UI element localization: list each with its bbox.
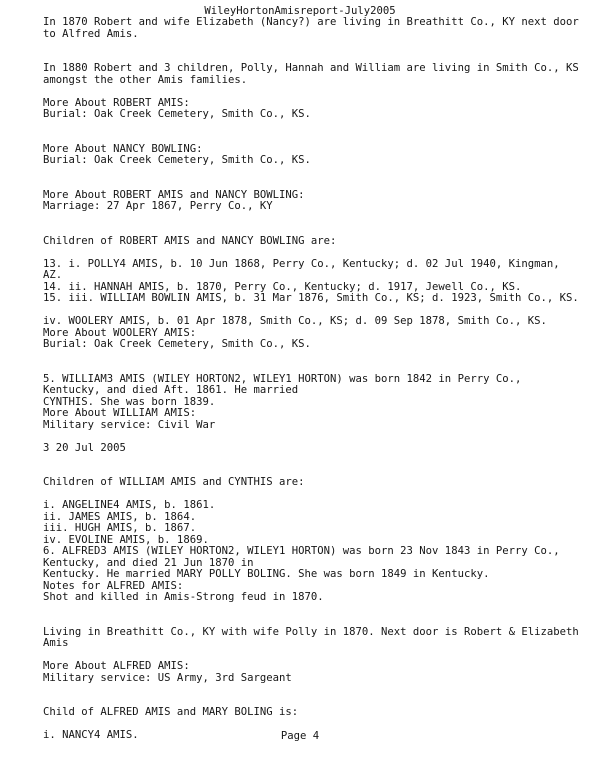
text-line: 15. iii. WILLIAM BOWLIN AMIS, b. 31 Mar 1876, Smith Co., KS; d. 1923, Smith Co., KS. <box>43 292 579 304</box>
text-line: Amis <box>43 637 69 649</box>
page-header: WileyHortonAmisreport-July2005 <box>204 5 396 17</box>
text-line: More About WOOLERY AMIS: <box>43 326 197 339</box>
text-line: 14. ii. HANNAH AMIS, b. 1870, Perry Co., Kentucky; d. 1917, Jewell Co., KS. <box>43 280 522 293</box>
text-line: Kentucky, and died 21 Jun 1870 in <box>43 556 254 569</box>
text-line: Military service: US Army, 3rd Sargeant <box>43 671 292 684</box>
text-line: Notes for ALFRED AMIS: <box>43 579 184 592</box>
text-line: 5. WILLIAM3 AMIS (WILEY HORTON2, WILEY1 HORTON) was born 1842 in Perry Co., <box>43 372 522 385</box>
text-line: 6. ALFRED3 AMIS (WILEY HORTON2, WILEY1 HORTON) was born 23 Nov 1843 in Perry Co., <box>43 545 560 557</box>
page-number: Page 4 <box>280 730 320 742</box>
text-line: CYNTHIS. She was born 1839. <box>43 395 216 408</box>
text-line: Child of ALFRED AMIS and MARY BOLING is: <box>43 706 299 718</box>
text-line: i. NANCY4 AMIS. <box>43 729 139 741</box>
text-line: i. ANGELINE4 AMIS, b. 1861. <box>43 499 216 511</box>
text-line: Kentucky. He married MARY POLLY BOLING. She was born 1849 in Kentucky. <box>43 568 490 580</box>
text-line: In 1880 Robert and 3 children, Polly, Hannah and William are living in Smith Co., KS <box>43 62 579 74</box>
text-line: ii. JAMES AMIS, b. 1864. <box>43 510 197 523</box>
text-line: Shot and killed in Amis-Strong feud in 1870. <box>43 591 324 603</box>
text-line: More About WILLIAM AMIS: <box>43 407 197 419</box>
text-line: More About ROBERT AMIS: <box>43 96 190 109</box>
text-line: Military service: Civil War <box>43 418 216 431</box>
text-line: to Alfred Amis. <box>43 27 139 40</box>
text-line: iv. EVOLINE AMIS, b. 1869. <box>43 533 209 546</box>
text-line: In 1870 Robert and wife Elizabeth (Nancy?) are living in Breathitt Co., KY next door <box>43 16 579 28</box>
report-body <box>43 17 600 742</box>
text-line: iii. HUGH AMIS, b. 1867. <box>43 522 197 534</box>
text-line: Children of WILLIAM AMIS and CYNTHIS are: <box>43 476 305 488</box>
text-line: iv. WOOLERY AMIS, b. 01 Apr 1878, Smith Co., KS; d. 09 Sep 1878, Smith Co., KS. <box>43 315 547 327</box>
text-line: More About ROBERT AMIS and NANCY BOWLING: <box>43 188 305 201</box>
text-line: Burial: Oak Creek Cemetery, Smith Co., KS. <box>43 108 311 120</box>
text-line: 13. i. POLLY4 AMIS, b. 10 Jun 1868, Perry Co., Kentucky; d. 02 Jul 1940, Kingman, <box>43 257 560 270</box>
text-line: Kentucky, and died Aft. 1861. He married <box>43 384 299 396</box>
text-line: Burial: Oak Creek Cemetery, Smith Co., KS. <box>43 154 311 166</box>
text-line: 3 20 Jul 2005 <box>43 441 126 454</box>
text-line: Children of ROBERT AMIS and NANCY BOWLING are: <box>43 234 337 247</box>
text-line: amongst the other Amis families. <box>43 73 248 86</box>
text-line: Marriage: 27 Apr 1867, Perry Co., KY <box>43 200 273 212</box>
text-line: Living in Breathitt Co., KY with wife Polly in 1870. Next door is Robert & Elizabeth <box>43 625 579 638</box>
text-line: More About ALFRED AMIS: <box>43 660 190 672</box>
text-line: Burial: Oak Creek Cemetery, Smith Co., KS. <box>43 338 311 350</box>
text-line: More About NANCY BOWLING: <box>43 142 203 155</box>
text-line: AZ. <box>43 269 63 281</box>
